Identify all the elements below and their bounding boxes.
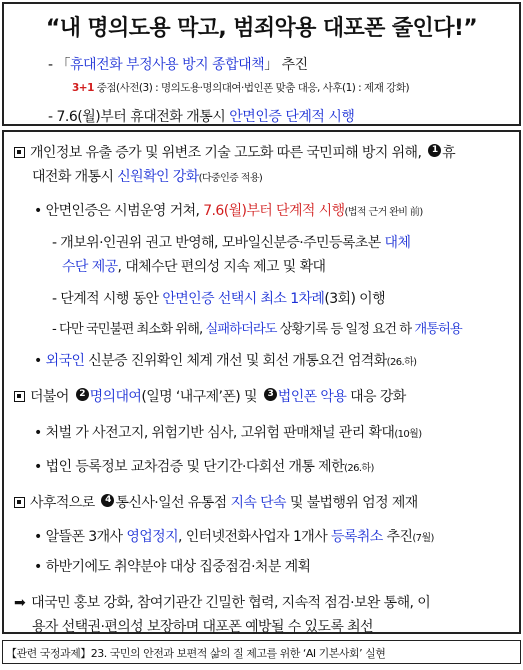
s1-bullet-1 bbox=[34, 200, 423, 220]
square-dot-icon bbox=[14, 497, 25, 508]
facial-prefix: - 7.6(월)부터 휴대전화 개통시 bbox=[48, 109, 230, 125]
s3-head-text: 사후적으로 bbox=[30, 495, 99, 511]
s1-d2-tail: (3회) 이행 bbox=[324, 291, 386, 307]
s1-d2-text: - 단계적 시행 동안 bbox=[52, 291, 163, 307]
conclusion-text-2: 용자 선택권·편의성 보장하며 대포폰 예방될 수 있도록 최선 bbox=[32, 619, 373, 635]
summary-suffix: 」 추진 bbox=[264, 57, 308, 73]
s3-head-tail: 및 불법행위 엄정 제재 bbox=[285, 495, 418, 511]
s2-bullet-1 bbox=[34, 422, 422, 442]
s3-bullet-2 bbox=[34, 556, 310, 576]
s1-d3-highlight-a: 실패하더라도 bbox=[205, 322, 277, 337]
s1-d1-tail: , 대체수단 편의성 지속 제고 및 확대 bbox=[117, 259, 326, 275]
s1-dash-1 bbox=[52, 232, 410, 252]
summary-prefix: - 「 bbox=[48, 57, 71, 73]
s3-bullet-1 bbox=[34, 526, 434, 546]
summary-box bbox=[2, 2, 521, 126]
summary-line-policy bbox=[48, 54, 308, 74]
s2-b1-text: 처벌 가 사전고지, 위험기반 심사, 고위험 판매채널 관리 확대 bbox=[45, 425, 395, 441]
section-1-head bbox=[14, 142, 455, 162]
s1-d1-highlight-b: 수단 제공 bbox=[62, 259, 118, 275]
s1-head2-text: 대전화 개통시 bbox=[32, 169, 118, 185]
conclusion-line-2 bbox=[32, 616, 373, 636]
square-dot-icon bbox=[14, 391, 25, 402]
s2-b1-note: (10월) bbox=[394, 429, 422, 440]
summary-line-focus bbox=[72, 80, 409, 95]
s3-b1-text: 알뜰폰 3개사 bbox=[45, 529, 127, 545]
s3-b1-tail: 추진 bbox=[382, 529, 413, 545]
section-3-head bbox=[14, 492, 418, 512]
section-2-head bbox=[14, 386, 406, 406]
number-badge: 4 bbox=[101, 494, 114, 507]
details-box bbox=[2, 130, 521, 634]
conclusion-line-1 bbox=[14, 592, 430, 612]
s1-d3-text: - 다만 국민불편 최소화 위해, bbox=[52, 322, 206, 337]
s1-b2-text: 신분증 진위확인 체계 개선 및 회선 개통요건 엄격화 bbox=[84, 353, 387, 369]
page-title: “내 명의도용 막고, 범죄악용 대포폰 줄인다!” bbox=[45, 16, 478, 41]
s1-d1-highlight-a: 대체 bbox=[384, 235, 411, 251]
policy-name: 휴대전화 부정사용 방지 종합대책 bbox=[70, 57, 265, 73]
bullet-dot: • bbox=[34, 559, 42, 575]
foreigner-highlight: 외국인 bbox=[45, 353, 85, 369]
s1-dash-1-cont bbox=[62, 256, 325, 276]
s2-head-tail: 대응 강화 bbox=[346, 389, 406, 405]
s1-head2-note: (다중인증 적용) bbox=[198, 173, 263, 184]
name-lending-highlight: 명의대여 bbox=[89, 389, 142, 405]
cancellation-highlight: 등록취소 bbox=[330, 529, 383, 545]
suspension-highlight: 영업정지 bbox=[126, 529, 179, 545]
s1-bullet-2 bbox=[34, 350, 416, 370]
summary-line-facial bbox=[48, 106, 354, 126]
corporate-phone-highlight: 법인폰 악용 bbox=[277, 389, 347, 405]
right-arrow-icon: ➡ bbox=[14, 595, 26, 611]
conclusion-text-1: 대국민 홍보 강화, 참여기관간 긴밀한 협력, 지속적 점검·보완 통해, 이 bbox=[31, 595, 431, 611]
bullet-dot: • bbox=[34, 353, 42, 369]
s1-d3-mid: 상황기록 등 일정 요건 하 bbox=[276, 322, 415, 337]
s1-d2-highlight: 안면인증 선택시 최소 1차례 bbox=[162, 291, 325, 307]
crackdown-highlight: 지속 단속 bbox=[230, 495, 286, 511]
square-dot-icon bbox=[14, 147, 25, 158]
s3-b1-note: (7월) bbox=[412, 533, 434, 544]
s1-b2-note: (26.하) bbox=[386, 357, 417, 368]
s1-b1-highlight: 7.6(월)부터 단계적 시행 bbox=[203, 203, 345, 219]
identity-check-highlight: 신원확인 강화 bbox=[117, 169, 199, 185]
s1-dash-3 bbox=[52, 318, 462, 337]
s2-b2-text: 법인 등록정보 교차검증 및 단기간·다회선 개통 제한 bbox=[45, 459, 345, 475]
number-badge: 3 bbox=[264, 388, 277, 401]
s1-d1-text: - 개보위·인권위 권고 반영해, 모바일신분증·주민등록초본 bbox=[52, 235, 385, 251]
related-task-footer: 【관련 국정과제】23. 국민의 안전과 보편적 삶의 질 제고를 위한 ‘AI 기본사회’ 실현 bbox=[2, 640, 521, 664]
s1-dash-2 bbox=[52, 288, 385, 308]
s3-b2-text: 하반기에도 취약분야 대상 집중점검·처분 계획 bbox=[45, 559, 311, 575]
s3-head-mid: 통신사·일선 유통점 bbox=[115, 495, 231, 511]
s2-b2-note: (26.하) bbox=[344, 463, 374, 474]
number-badge: 1 bbox=[428, 144, 441, 157]
s1-b1-note: (법적 근거 완비 前) bbox=[344, 207, 423, 218]
focus-count: 3+1 bbox=[72, 82, 94, 94]
section-1-head-cont bbox=[32, 166, 262, 186]
s2-head-mid: (일명 ‘내구제’폰) 및 bbox=[141, 389, 261, 405]
s1-head-text: 개인정보 유출 증가 및 위변조 기술 고도화 따른 국민피해 방지 위해, bbox=[30, 145, 426, 161]
facial-auth-highlight: 안면인증 단계적 시행 bbox=[229, 109, 355, 125]
s1-head-tail: 휴 bbox=[442, 145, 456, 161]
s1-d3-highlight-b: 개통허용 bbox=[414, 322, 462, 337]
s2-bullet-2 bbox=[34, 456, 374, 476]
focus-text: 중점(사전(3) : 명의도용·명의대여·법인폰 맞춤 대응, 사후(1) : 제재 강화) bbox=[93, 82, 410, 94]
s3-b1-mid: , 인터넷전화사업자 1개사 bbox=[178, 529, 331, 545]
s2-head-text: 더불어 bbox=[30, 389, 73, 405]
bullet-dot: • bbox=[34, 425, 42, 441]
bullet-dot: • bbox=[34, 529, 42, 545]
s1-b1-text: 안면인증은 시범운영 거쳐, bbox=[45, 203, 204, 219]
bullet-dot: • bbox=[34, 459, 42, 475]
bullet-dot: • bbox=[34, 203, 42, 219]
number-badge: 2 bbox=[76, 388, 89, 401]
